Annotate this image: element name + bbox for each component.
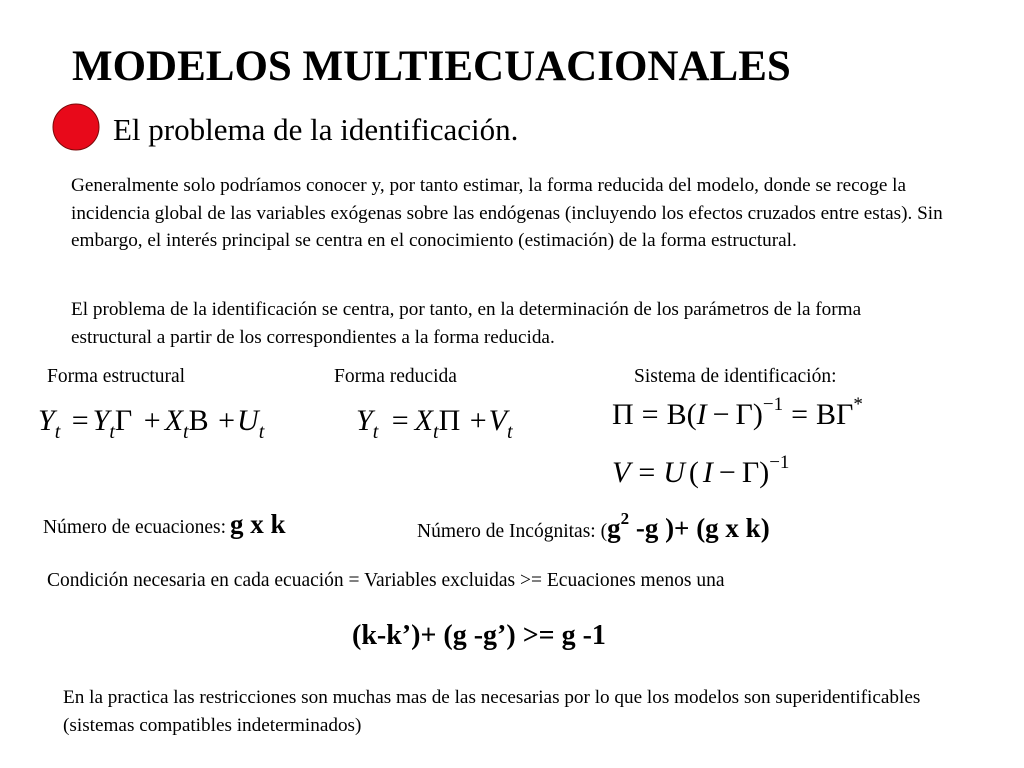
equation-count-label: Número de ecuaciones: bbox=[43, 517, 227, 538]
paragraph-identification-problem: El problema de la identificación se centra, por tanto, en la determinación de los parámetros de la forma estructural a partir de los correspondientes a la forma reducida. bbox=[71, 299, 862, 348]
reduced-form-equation: $Y_t = X_t\Pi +V_t$ bbox=[356, 404, 513, 443]
unknowns-count bbox=[417, 509, 770, 544]
slide-subtitle: El problema de la identificación. bbox=[113, 112, 519, 147]
equation-count-value: g x k bbox=[230, 509, 286, 539]
unknowns-rest: -g )+ (g x k) bbox=[629, 513, 770, 543]
identification-equation-pi: $\Pi = B(I - \Gamma)^{-1} = B\Gamma^*$ bbox=[612, 394, 863, 431]
necessary-condition: Condición necesaria en cada ecuación = Variables excluidas >= Ecuaciones menos una bbox=[47, 570, 725, 591]
unknowns-label: Número de Incógnitas: ( bbox=[417, 521, 608, 542]
unknowns-exponent: 2 bbox=[620, 509, 630, 528]
paragraph-reduced-form: Generalmente solo podríamos conocer y, por tanto estimar, la forma reducida del modelo, donde se recoge la incidencia global de las variables exógenas sobre las endógenas (incluyendo los efectos cruzados entre estas). Sin embargo, el interés principal se centra en el conocimiento (estimación) de la forma estructural. bbox=[71, 175, 943, 251]
identification-equation-v: V = U ( I − Γ)$^{-1}$ bbox=[612, 452, 790, 489]
structural-form-equation: $Y_t = Y_t\Gamma + X_tB +U_t$ bbox=[38, 404, 265, 443]
order-condition-formula: (k-k’)+ (g -g’) >= g -1 bbox=[352, 620, 606, 651]
red-circle-bullet-icon bbox=[52, 103, 100, 151]
label-identification-system: Sistema de identificación: bbox=[634, 366, 837, 387]
label-structural-form: Forma estructural bbox=[47, 366, 186, 387]
slide-title: MODELOS MULTIECUACIONALES bbox=[72, 43, 791, 90]
paragraph-overidentified: En la practica las restricciones son muchas mas de las necesarias por lo que los modelos son superidentificables (sistemas compatibles indeterminados) bbox=[63, 687, 921, 736]
label-reduced-form: Forma reducida bbox=[334, 366, 457, 387]
unknowns-g: g bbox=[607, 513, 621, 543]
equation-count bbox=[43, 509, 286, 540]
